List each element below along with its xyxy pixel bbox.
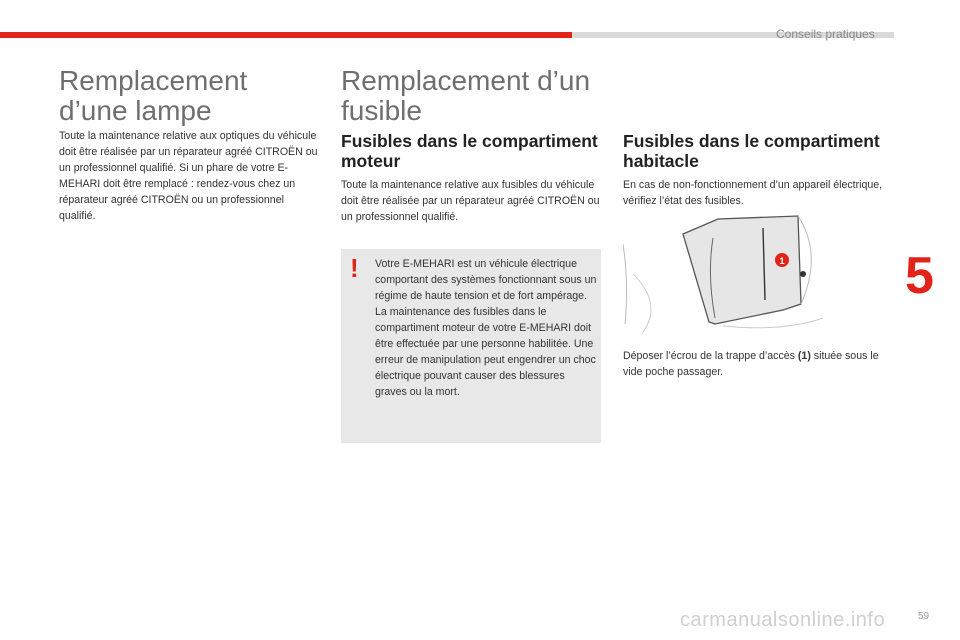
glovebox-illustration <box>623 214 893 332</box>
svg-text:1: 1 <box>779 256 785 266</box>
section-header: Conseils pratiques <box>776 27 875 41</box>
cabin-fuses-step <box>623 348 888 380</box>
cabin-fuses-heading: Fusibles dans le compartiment habitacle <box>623 131 880 171</box>
header-accent-bar <box>0 32 572 38</box>
watermark: carmanualsonline.info <box>680 609 886 631</box>
cabin-fuses-text: En cas de non-fonctionnement d’un appareil électrique, vérifiez l’état des fusibles. <box>623 179 883 207</box>
warning-exclamation-icon: ! <box>350 253 359 283</box>
callout-1-marker <box>775 253 789 267</box>
step-reference: (1) <box>797 350 811 362</box>
engine-fuses-text: Toute la maintenance relative aux fusibles du véhicule doit être réalisée par un réparateur agréé CITROËN ou un professionnel qualifié. <box>341 179 600 223</box>
step-text-before: Déposer l’écrou de la trappe d’accès <box>623 350 798 362</box>
lamp-text: Toute la maintenance relative aux optiques du véhicule doit être réalisée par un réparateur agréé CITROËN ou un professionnel qualifié. Si un phare de votre E-MEHARI doit être remplacé : rendez-vous chez un réparateur agréé CITROËN ou un professionnel qualifié. <box>59 130 318 222</box>
engine-fuses-heading: Fusibles dans le compartiment moteur <box>341 131 598 171</box>
chapter-number: 5 <box>905 247 934 305</box>
lamp-title: Remplacement d’une lampe <box>59 65 248 126</box>
step-text-after: située sous le vide poche passager. <box>623 350 879 378</box>
fuse-title: Remplacement d’un fusible <box>341 65 591 126</box>
warning-box <box>341 249 601 443</box>
page-number: 59 <box>918 611 930 622</box>
warning-text: Votre E-MEHARI est un véhicule électrique comportant des systèmes fonctionnant sous un régime de haute tension et de fort ampérage. La maintenance des fusibles dans le compartiment moteur de votre E-MEHARI doit être effectuée par une personne habilitée. Une erreur de manipulation peut engendrer un choc électrique pouvant causer des blessures graves ou la mort. <box>375 258 597 398</box>
